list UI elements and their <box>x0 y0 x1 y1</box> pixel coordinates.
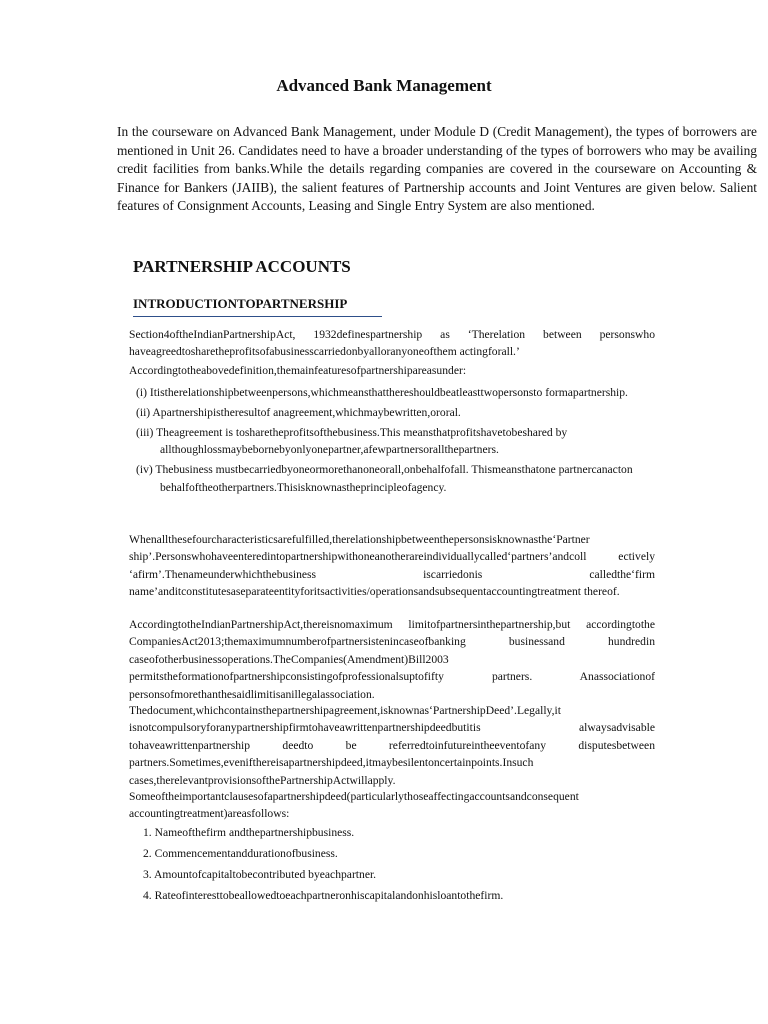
list-item: 3. Amountofcapitaltobecontributed byeachpartner. <box>143 868 377 881</box>
partnership-deed-paragraph: Thedocument,whichcontainsthepartnershipagreement,isknownas‘PartnershipDeed’.Legally,it isnotcompulsoryforanypartnershipfirmtohaveawrittenpartnershipdeedbutitis alwaysadvisable tohaveawrittenpartnership deedto be referredtoinfutureintheeventofany disputesbetween partners.Sometimes,evenifthereisapartnershipdeed,itmaybesilentoncertainpoints.Insuch cases,therelevantprovisionsofthePartnershipActwillapply. <box>129 704 655 787</box>
definition-paragraph: Section4oftheIndianPartnershipAct, 1932definespartnership as ‘Therelation between personswho haveagreedtosharetheprofitsofabusinesscarriedonbyalloranyoneofthem actingforall.’ <box>129 328 655 359</box>
section-heading: PARTNERSHIP ACCOUNTS <box>133 257 351 276</box>
maximum-partners-paragraph: AccordingtotheIndianPartnershipAct,thereisnomaximum limitofpartnersinthepartnership,but accordingtothe CompaniesAct2013;themaximumnumberofpartnersistenincaseofbanking businessand hundredin caseofotherbusinessoperations.TheCompanies(Amendment)Bill2003 permitstheformationofpartnershipconsistingofprofessionalsuptofifty partners. Anassociationof personsofmorethanthesaidlimitisanillegalassociation. <box>129 618 655 701</box>
features-list <box>132 384 655 498</box>
list-item: 2. Commencementanddurationofbusiness. <box>143 847 338 860</box>
intro-paragraph: In the courseware on Advanced Bank Management, under Module D (Credit Management), the types of borrowers are mentioned in Unit 26. Candidates need to have a broader understanding of the types of borrowers who may be availing credit facilities from banks.While the details regarding companies are covered in the courseware on Accounting & Finance for Bankers (JAIIB), the salient features of Partnership accounts and Joint Ventures are given below. Salient features of Consignment Accounts, Leasing and Single Entry System are also mentioned. <box>117 124 757 214</box>
clauses-intro-paragraph: Someoftheimportantclausesofapartnershipdeed(particularlythoseaffectingaccountsandconsequent accountingtreatment)areasfollows: <box>129 790 579 821</box>
list-item: 1. Nameofthefirm andthepartnershipbusiness. <box>143 826 355 839</box>
sub-heading: INTRODUCTIONTOPARTNERSHIP <box>133 296 382 317</box>
list-item: (ii) Apartnershipistheresultof anagreement,whichmaybewritten,ororal. <box>136 405 461 419</box>
list-item: 4. Rateofinteresttobeallowedtoeachpartneronhiscapitalandonhisloantothefirm. <box>143 889 504 902</box>
firm-paragraph: Whenallthesefourcharacteristicsarefulfilled,therelationshipbetweenthepersonsisknownasthe‘Partner ship’.Personswhohaveenteredintopartnershipwithoneanotherareindividuallycalled‘partners’andcoll ectively ‘afirm’.Thenameunderwhichthebusiness iscarriedonis calledthe‘firm name’anditconstitutesaseparateentityforitsactivities/operationsandsubsequentaccountingtreatment thereof. <box>129 533 655 599</box>
document-title: Advanced Bank Management <box>276 76 492 95</box>
list-item: (iv) Thebusiness mustbecarriedbyoneormorethanoneorall,onbehalfofall. Thismeansthatone partnercanacton behalfoftheotherpartners.Thisisknownastheprincipleofagency. <box>136 463 633 494</box>
features-intro-paragraph: Accordingtotheabovedefinition,themainfeaturesofpartnershipareasunder: <box>129 364 467 377</box>
list-item: (iii) Theagreement is tosharetheprofitsofthebusiness.This meansthatprofitshavetobeshared by allthoughlossmaybebornebyonlyonepartner,afewpartnersorallthepartners. <box>136 425 568 457</box>
list-item: (i) Itistherelationshipbetweenpersons,whichmeansthatthereshouldbeatleasttwopersonsto formapartnership. <box>136 386 628 399</box>
clauses-list <box>143 824 655 908</box>
